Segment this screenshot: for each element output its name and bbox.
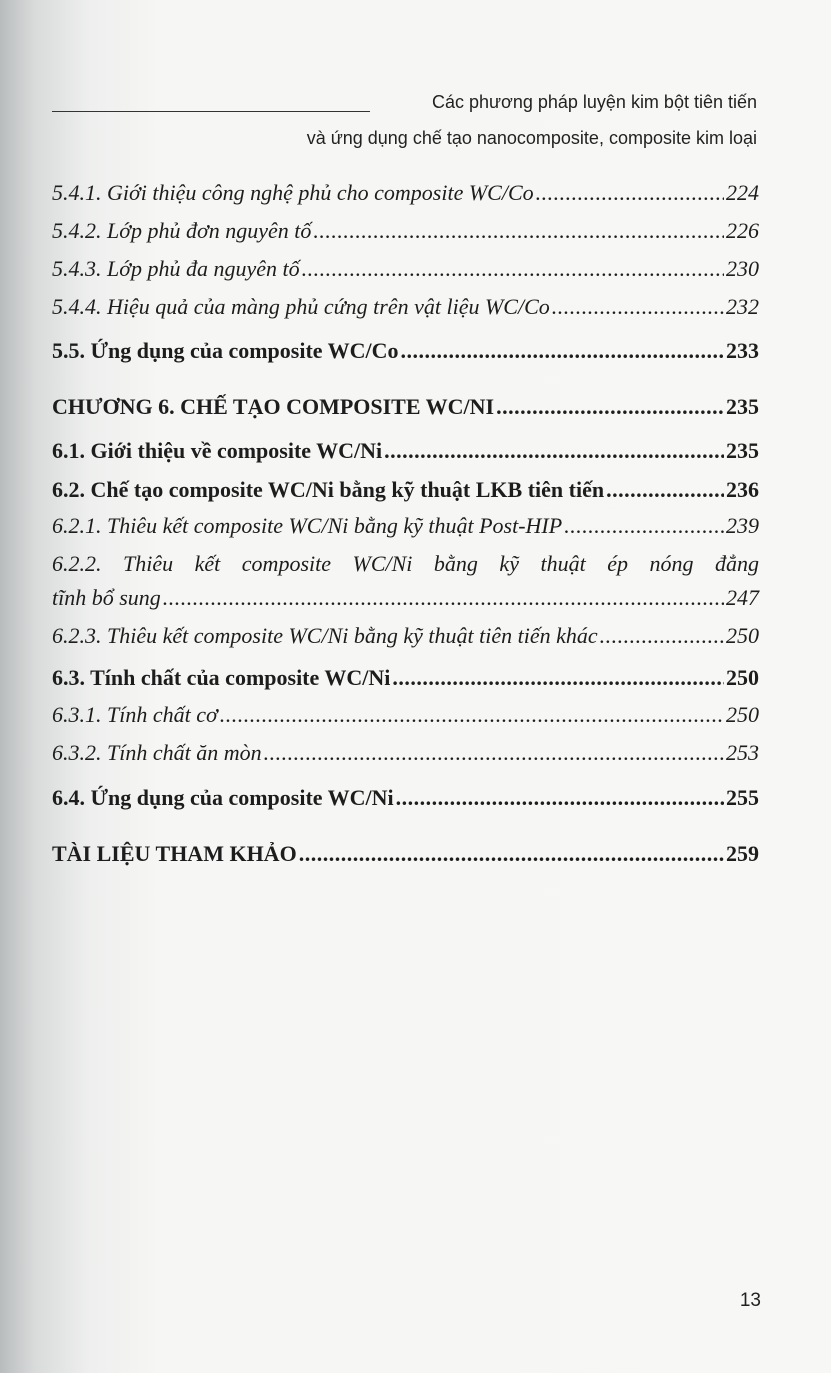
toc-entry-title: 6.2.3. Thiêu kết composite WC/Ni bằng kỹ thuật tiên tiến khác — [52, 623, 598, 648]
toc-entry-page: 236 — [726, 477, 759, 502]
toc-entry-title: 5.4.4. Hiệu quả của màng phủ cứng trên vật liệu WC/Co — [52, 294, 550, 319]
toc-leader-dots — [396, 783, 724, 813]
toc-entry — [52, 254, 759, 284]
page-number: 13 — [739, 1290, 761, 1311]
toc-leader-dots — [536, 178, 724, 208]
toc-entry — [52, 216, 759, 246]
toc-entry-title: tĩnh bổ sung — [52, 585, 161, 610]
toc-entry-page: 235 — [726, 394, 759, 419]
running-header-line-2: và ứng dụng chế tạo nanocomposite, composite kim loại — [306, 128, 757, 148]
toc-leader-dots — [384, 436, 724, 466]
toc-entry-page: 233 — [726, 338, 759, 363]
toc-entry-title: 6.1. Giới thiệu về composite WC/Ni — [52, 438, 383, 463]
toc-leader-dots — [552, 292, 724, 322]
toc-entry-page: 250 — [726, 702, 759, 727]
toc-entry-page: 250 — [726, 623, 759, 648]
toc-leader-dots — [313, 216, 724, 246]
toc-entry-title: 6.3.2. Tính chất ăn mòn — [52, 740, 262, 765]
toc-leader-dots — [299, 839, 724, 869]
toc-entry — [52, 436, 759, 466]
toc-entry-page: 250 — [726, 665, 759, 690]
toc-entry-title: 6.3. Tính chất của composite WC/Ni — [52, 665, 391, 690]
toc-entry-title: 5.5. Ứng dụng của composite WC/Co — [52, 338, 399, 363]
toc-entry — [52, 783, 759, 813]
toc-leader-dots — [392, 663, 724, 693]
toc-leader-dots — [264, 738, 724, 768]
running-header-line-1: Các phương pháp luyện kim bột tiên tiến — [431, 92, 757, 112]
toc-entry-page: 224 — [726, 180, 759, 205]
toc-entry — [52, 663, 759, 693]
toc-entry-page: 226 — [726, 218, 759, 243]
toc-entry-page: 232 — [726, 294, 759, 319]
toc-entry — [52, 839, 759, 869]
toc-entry — [52, 475, 759, 505]
toc-entry-title: 6.4. Ứng dụng của composite WC/Ni — [52, 785, 394, 810]
toc-entry-page: 239 — [726, 513, 759, 538]
toc-entry-title: TÀI LIỆU THAM KHẢO — [52, 841, 297, 866]
toc-entry-title: 5.4.1. Giới thiệu công nghệ phủ cho composite WC/Co — [52, 180, 534, 205]
toc-entry-title: 6.2. Chế tạo composite WC/Ni bằng kỹ thuật LKB tiên tiến — [52, 477, 605, 502]
toc-entry — [52, 738, 759, 768]
toc-entry-page: 235 — [726, 438, 759, 463]
toc-entry — [52, 178, 759, 208]
toc-entry-title: 6.3.1. Tính chất cơ — [52, 702, 218, 727]
toc-entry-title: 6.2.1. Thiêu kết composite WC/Ni bằng kỹ thuật Post-HIP — [52, 513, 563, 538]
toc-entry — [52, 621, 759, 651]
toc-entry-title: 5.4.2. Lớp phủ đơn nguyên tố — [52, 218, 312, 243]
toc-entry-page: 259 — [726, 841, 759, 866]
toc-entry-page: 255 — [726, 785, 759, 810]
toc-entry-wrapped-line — [52, 549, 759, 579]
toc-entry-page: 230 — [726, 256, 759, 281]
toc-entry-title: 5.4.3. Lớp phủ đa nguyên tố — [52, 256, 300, 281]
table-of-contents — [52, 0, 759, 1373]
toc-leader-dots — [163, 583, 724, 613]
toc-leader-dots — [401, 336, 724, 366]
toc-entry-page: 253 — [726, 740, 759, 765]
toc-leader-dots — [302, 254, 724, 284]
toc-leader-dots — [220, 700, 724, 730]
toc-leader-dots — [496, 392, 724, 422]
toc-entry-title: CHƯƠNG 6. CHẾ TẠO COMPOSITE WC/NI — [52, 394, 495, 419]
toc-entry-title: 6.2.2. Thiêu kết composite WC/Ni bằng kỹ thuật ép nóng đẳng — [52, 551, 759, 576]
toc-entry — [52, 700, 759, 730]
toc-leader-dots — [600, 621, 724, 651]
toc-chapter-entry — [52, 392, 759, 422]
toc-entry — [52, 511, 759, 541]
toc-leader-dots — [564, 511, 724, 541]
toc-entry-page: 247 — [726, 585, 759, 610]
toc-entry — [52, 336, 759, 366]
toc-leader-dots — [606, 475, 724, 505]
toc-entry — [52, 292, 759, 322]
toc-entry — [52, 583, 759, 613]
